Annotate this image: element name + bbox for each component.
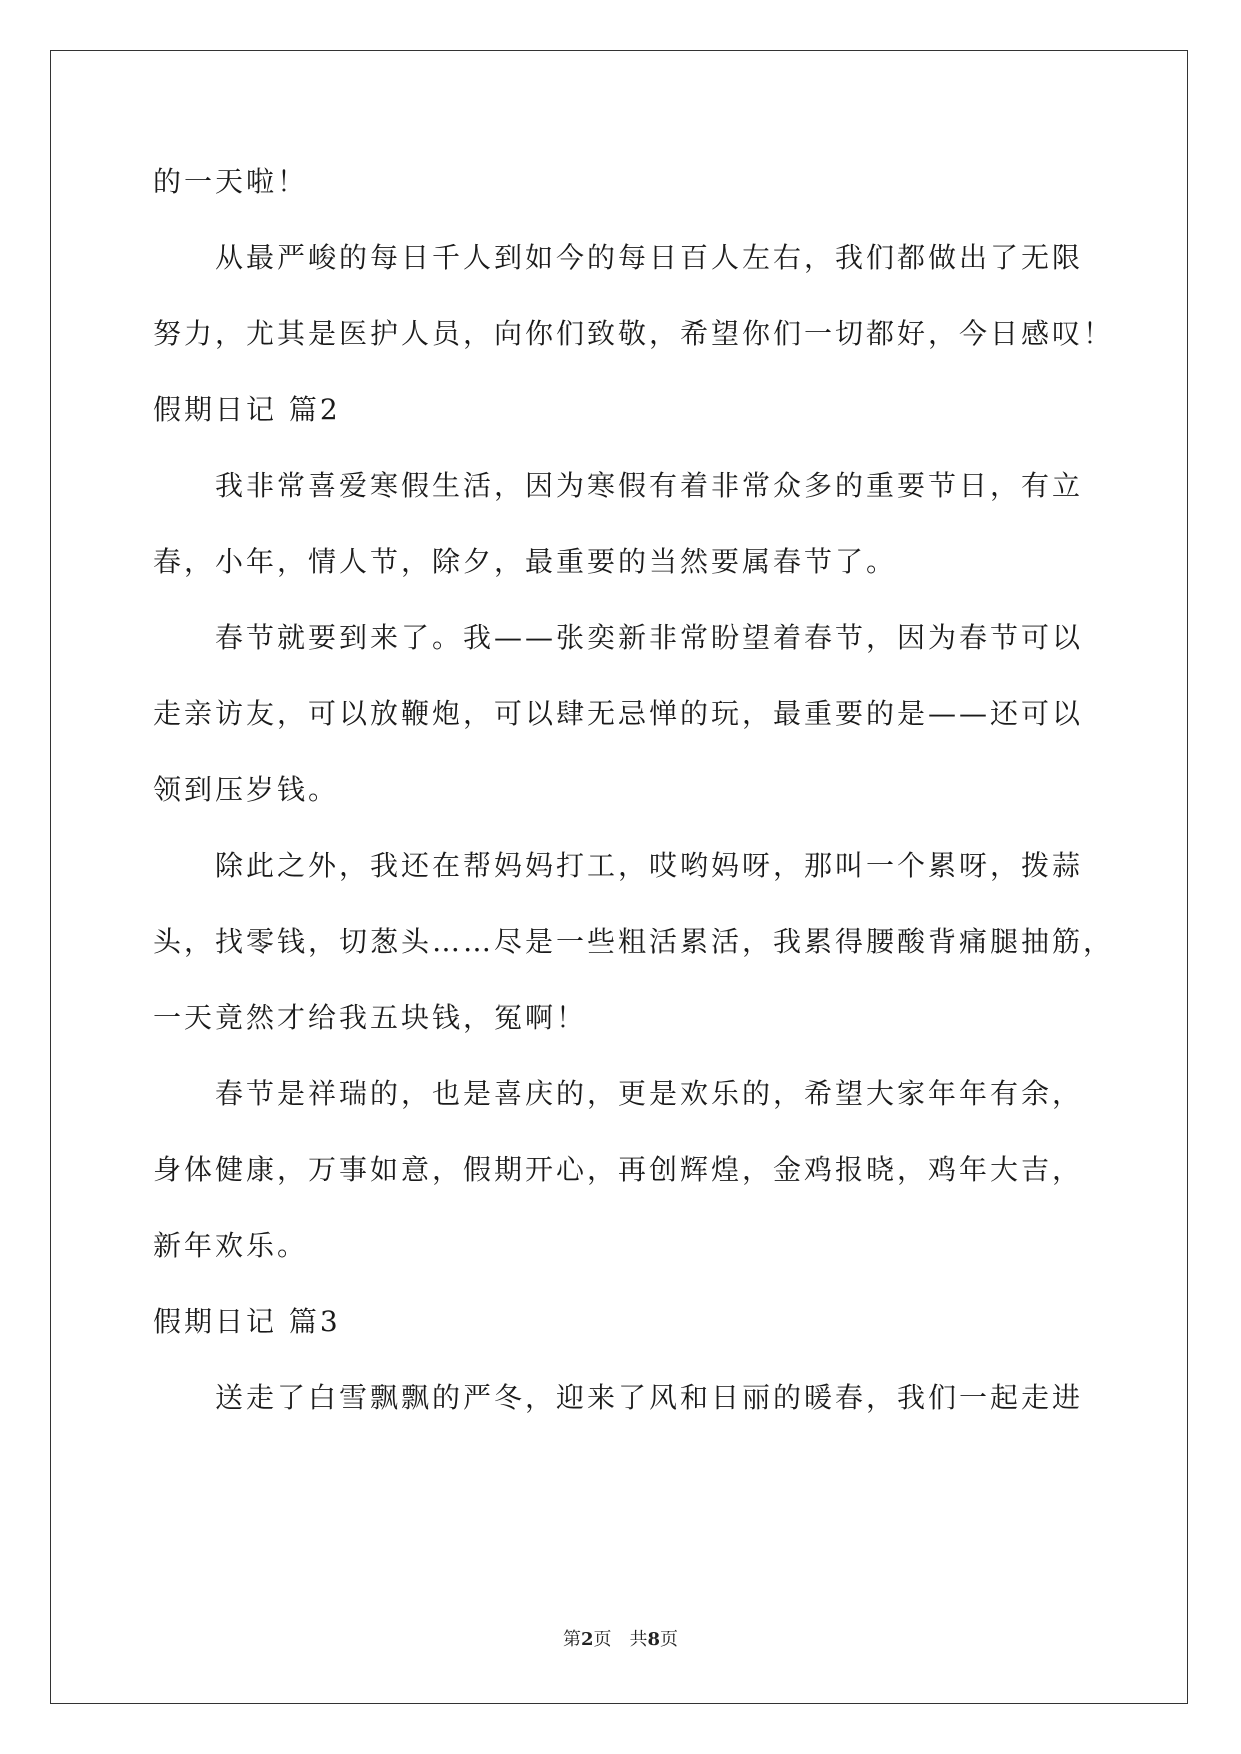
page-mid: 页 共 bbox=[593, 1629, 648, 1650]
page-current: 2 bbox=[580, 1629, 594, 1650]
text-line-8: 走亲访友，可以放鞭炮，可以肆无忌惮的玩，最重要的是——还可以 bbox=[153, 697, 1084, 730]
text-line-2: 从最严峻的每日千人到如今的每日百人左右，我们都做出了无限 bbox=[215, 241, 1084, 274]
text-line-17: 送走了白雪飘飘的严冬，迎来了风和日丽的暖春，我们一起走进 bbox=[215, 1381, 1084, 1414]
text-line-3: 努力，尤其是医护人员，向你们致敬，希望你们一切都好，今日感叹！ bbox=[153, 317, 1115, 350]
page-footer bbox=[0, 1628, 1241, 1652]
text-line-11: 头，找零钱，切葱头……尽是一些粗活累活，我累得腰酸背痛腿抽筋， bbox=[153, 925, 1115, 958]
text-line-1: 的一天啦！ bbox=[153, 165, 309, 198]
text-line-7: 春节就要到来了。我——张奕新非常盼望着春节，因为春节可以 bbox=[215, 621, 1084, 654]
text-line-10: 除此之外，我还在帮妈妈打工，哎哟妈呀，那叫一个累呀，拨蒜 bbox=[215, 849, 1084, 882]
text-line-15: 新年欢乐。 bbox=[153, 1229, 309, 1262]
text-line-5: 我非常喜爱寒假生活，因为寒假有着非常众多的重要节日，有立 bbox=[215, 469, 1084, 502]
page-total: 8 bbox=[647, 1629, 661, 1650]
text-line-9: 领到压岁钱。 bbox=[153, 773, 340, 806]
page-prefix: 第 bbox=[562, 1629, 581, 1650]
text-line-13: 春节是祥瑞的，也是喜庆的，更是欢乐的，希望大家年年有余， bbox=[215, 1077, 1084, 1110]
section-heading-3: 假期日记 篇3 bbox=[153, 1305, 341, 1338]
page-suffix: 页 bbox=[660, 1629, 679, 1650]
section-heading-2: 假期日记 篇2 bbox=[153, 393, 341, 426]
text-line-12: 一天竟然才给我五块钱，冤啊！ bbox=[153, 1001, 588, 1034]
text-line-6: 春，小年，情人节，除夕，最重要的当然要属春节了。 bbox=[153, 545, 898, 578]
text-line-14: 身体健康，万事如意，假期开心，再创辉煌，金鸡报晓，鸡年大吉， bbox=[153, 1153, 1084, 1186]
